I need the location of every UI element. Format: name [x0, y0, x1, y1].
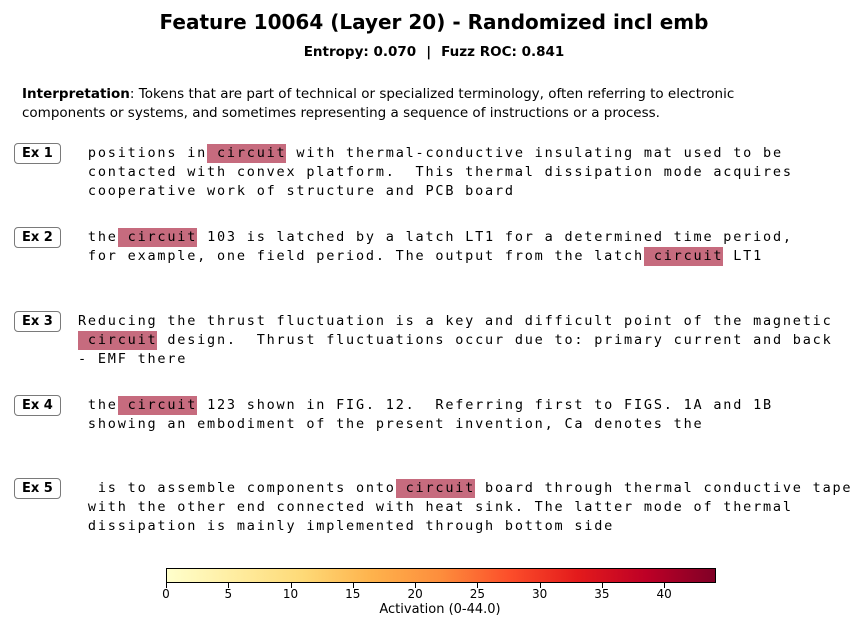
example-text-line: [78, 498, 852, 517]
colorbar-tick-label: 40: [656, 587, 672, 601]
colorbar-tick-label: 20: [407, 587, 423, 601]
token-text: with thermal-conductive insulating mat used to be: [286, 145, 783, 161]
colorbar-tick-label: 15: [345, 587, 361, 601]
interpretation-line2: components or systems, and sometimes representing a sequence of instructions or a process.: [22, 105, 660, 121]
example-text: [78, 479, 852, 536]
example-label: Ex 4: [14, 395, 61, 416]
token-text: showing an embodiment of the present invention, Ca denotes the: [78, 416, 704, 432]
colorbar-tick-label: 10: [282, 587, 299, 601]
interpretation-line1: : Tokens that are part of technical or specialized terminology, often referring to electronic: [129, 86, 735, 102]
token-text: LT1: [723, 248, 764, 264]
token-text: 123 shown in FIG. 12. Referring first to FIGS. 1A and 1B: [197, 397, 773, 413]
colorbar-tick-label: 5: [224, 587, 233, 601]
example-text-line: [78, 350, 833, 369]
colorbar-tick-label: 35: [594, 587, 610, 601]
example-text-line: [78, 396, 773, 415]
example-label: Ex 2: [14, 227, 61, 248]
page-title: Feature 10064 (Layer 20) - Randomized incl emb: [159, 10, 709, 34]
example-text-line: [78, 144, 793, 163]
example-label: Ex 5: [14, 478, 61, 499]
colorbar-tick-label: 25: [469, 587, 485, 601]
example-text-line: [78, 312, 833, 331]
example-text-line: [78, 228, 793, 247]
colorbar-tick-label: 30: [531, 587, 548, 601]
interpretation-paragraph: [22, 85, 852, 123]
highlighted-token: circuit: [395, 480, 476, 496]
highlighted-token: circuit: [643, 248, 724, 264]
example-text: [78, 396, 773, 434]
example-text: [78, 312, 833, 369]
page-subtitle: [0, 44, 868, 61]
colorbar-tick-label: 0: [162, 587, 170, 601]
stat-separator: |: [426, 44, 432, 60]
fuzz-roc-stat: Fuzz ROC: 0.841: [441, 44, 565, 60]
example-label: Ex 3: [14, 311, 61, 332]
example-text-line: [78, 517, 852, 536]
token-text: is to assemble components onto: [78, 480, 396, 496]
token-text: the: [78, 229, 118, 245]
token-text: positions in: [78, 145, 208, 161]
token-text: with the other end connected with heat sink. The latter mode of thermal: [78, 499, 793, 515]
example-text-line: [78, 247, 793, 266]
colorbar-axis-label: Activation (0-44.0): [379, 602, 501, 617]
highlighted-token: circuit: [78, 332, 158, 348]
token-text: for example, one field period. The output from the latch: [78, 248, 644, 264]
token-text: the: [78, 397, 118, 413]
token-text: design. Thrust fluctuations occur due to: primary current and back: [157, 332, 833, 348]
example-text-line: [78, 163, 793, 182]
highlighted-token: circuit: [207, 145, 287, 161]
example-text: [78, 228, 793, 266]
highlighted-token: circuit: [117, 229, 198, 245]
token-text: cooperative work of structure and PCB board: [78, 183, 515, 199]
example-text: [78, 144, 793, 201]
token-text: 103 is latched by a latch LT1 for a determined time period,: [197, 229, 793, 245]
token-text: Reducing the thrust fluctuation is a key and difficult point of the magnetic: [78, 313, 833, 329]
entropy-stat: Entropy: 0.070: [303, 44, 417, 60]
example-text-line: [78, 479, 852, 498]
token-text: board through thermal conductive tape: [475, 480, 853, 496]
example-text-line: [78, 182, 793, 201]
token-text: contacted with convex platform. This thermal dissipation mode acquires: [78, 164, 793, 180]
token-text: - EMF there: [78, 351, 188, 367]
example-label: Ex 1: [14, 143, 61, 164]
token-text: dissipation is mainly implemented through bottom side: [78, 518, 615, 534]
highlighted-token: circuit: [117, 397, 198, 413]
interpretation-label: Interpretation: [22, 86, 130, 102]
example-text-line: [78, 415, 773, 434]
example-text-line: [78, 331, 833, 350]
colorbar-gradient: [166, 568, 716, 583]
